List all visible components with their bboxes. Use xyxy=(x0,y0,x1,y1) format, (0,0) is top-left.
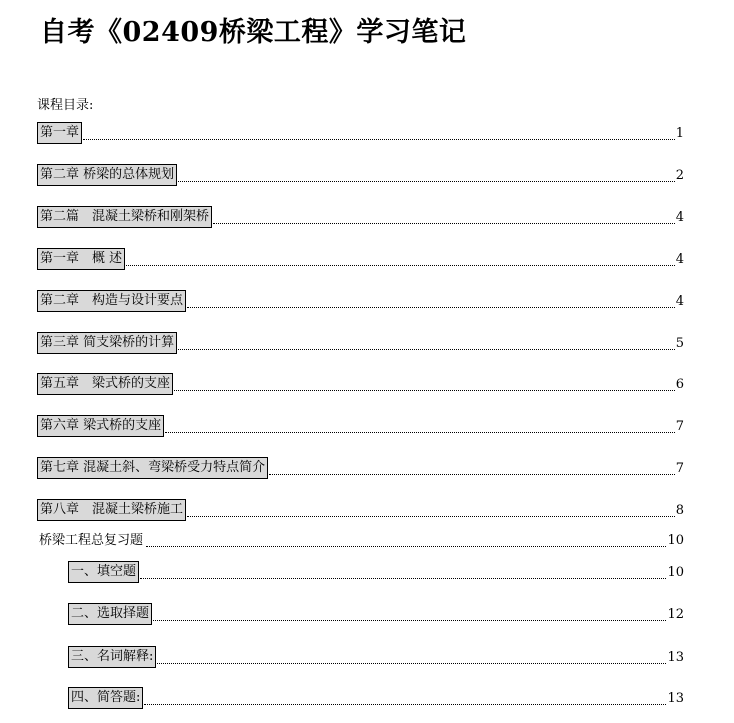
toc-entry-label[interactable]: 第五章 梁式桥的支座 xyxy=(37,373,173,395)
toc-entry-page: 4 xyxy=(675,294,684,309)
toc-entry[interactable] xyxy=(37,290,684,312)
toc-entry-page: 6 xyxy=(675,377,684,392)
toc-entry[interactable] xyxy=(68,561,684,583)
toc-entry-page: 4 xyxy=(675,210,684,225)
dot-leader xyxy=(146,545,666,547)
toc-entry[interactable] xyxy=(37,415,684,437)
toc-entry[interactable] xyxy=(37,373,684,395)
toc-entry-label[interactable]: 第二篇 混凝土梁桥和刚架桥 xyxy=(37,206,212,228)
toc-entry-label[interactable]: 第三章 简支梁桥的计算 xyxy=(37,332,177,354)
toc-entry[interactable] xyxy=(37,457,684,479)
toc-entry-label[interactable]: 第一章 xyxy=(37,122,82,144)
toc-entry[interactable] xyxy=(37,164,684,186)
toc-entry[interactable] xyxy=(37,529,684,551)
toc-entry-label[interactable]: 四、简答题: xyxy=(68,687,143,709)
toc-entry-page: 7 xyxy=(675,461,684,476)
toc-entry-page: 8 xyxy=(675,503,684,518)
dot-leader xyxy=(126,264,675,266)
dot-leader xyxy=(213,222,675,224)
toc-entry-label[interactable]: 第二章 构造与设计要点 xyxy=(37,290,186,312)
toc-entry[interactable] xyxy=(68,646,684,668)
dot-leader xyxy=(178,348,675,350)
toc-heading: 课程目录: xyxy=(37,98,94,113)
toc-entry-page: 12 xyxy=(667,607,684,622)
toc-entry-label[interactable]: 二、选取择题 xyxy=(68,603,152,625)
dot-leader xyxy=(157,662,666,664)
toc-entry-label[interactable]: 第七章 混凝土斜、弯梁桥受力特点简介 xyxy=(37,457,268,479)
toc-entry[interactable] xyxy=(68,687,684,709)
dot-leader xyxy=(187,515,675,517)
toc-entry-page: 13 xyxy=(667,691,684,706)
dot-leader xyxy=(153,619,666,621)
toc-entry-label[interactable]: 一、填空题 xyxy=(68,561,139,583)
dot-leader xyxy=(140,577,666,579)
toc-entry[interactable] xyxy=(37,332,684,354)
toc-entry-page: 10 xyxy=(667,533,684,548)
toc-entry-label[interactable]: 三、名词解释: xyxy=(68,646,156,668)
toc-entry-label[interactable]: 桥梁工程总复习题 xyxy=(39,533,144,548)
toc-entry-page: 10 xyxy=(667,565,684,580)
toc-entry-label[interactable]: 第一章 概 述 xyxy=(37,248,125,270)
toc-entry-label[interactable]: 第六章 梁式桥的支座 xyxy=(37,415,164,437)
dot-leader xyxy=(174,389,675,391)
toc-entry-page: 1 xyxy=(675,126,684,141)
toc-entry-page: 5 xyxy=(675,336,684,351)
dot-leader xyxy=(165,431,675,433)
dot-leader xyxy=(178,180,675,182)
toc-entry-label[interactable]: 第八章 混凝土梁桥施工 xyxy=(37,499,186,521)
toc-entry-page: 2 xyxy=(675,168,684,183)
toc-entry-page: 4 xyxy=(675,252,684,267)
toc-entry[interactable] xyxy=(37,122,684,144)
toc-entry[interactable] xyxy=(37,206,684,228)
toc-entry-page: 13 xyxy=(667,650,684,665)
toc-entry-page: 7 xyxy=(675,419,684,434)
dot-leader xyxy=(144,703,666,705)
toc-entry[interactable] xyxy=(37,248,684,270)
dot-leader xyxy=(269,473,675,475)
dot-leader xyxy=(187,306,675,308)
toc-entry[interactable] xyxy=(37,499,684,521)
dot-leader xyxy=(83,138,675,140)
toc-entry-label[interactable]: 第二章 桥梁的总体规划 xyxy=(37,164,177,186)
document-title: 自考《02409桥梁工程》学习笔记 xyxy=(40,17,467,48)
toc-entry[interactable] xyxy=(68,603,684,625)
